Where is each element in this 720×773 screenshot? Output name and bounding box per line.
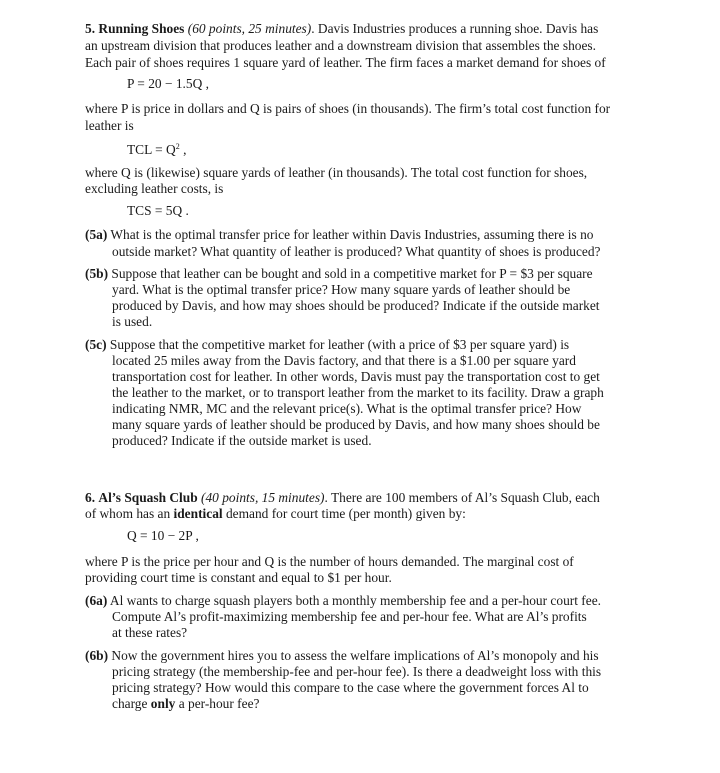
q6b-line-3: pricing strategy? How would this compare to the case where the government forces Al to bbox=[112, 680, 589, 695]
q6-intro-2a: of whom has an bbox=[85, 506, 174, 521]
q6a-label: (6a) bbox=[85, 593, 108, 608]
q5b-text-1: Suppose that leather can be bought and sold in a competitive market for P = $3 per square bbox=[108, 266, 593, 281]
q6-intro-2c: demand for court time (per month) given by: bbox=[222, 506, 466, 521]
q6-meta: (40 points, 15 minutes) bbox=[201, 490, 325, 505]
q5a-line-1 bbox=[85, 227, 593, 243]
q5c-text-1: Suppose that the competitive market for leather (with a price of $3 per square yard) is bbox=[106, 337, 570, 352]
q5b-line-1 bbox=[85, 266, 593, 282]
q5c-label: (5c) bbox=[85, 337, 107, 352]
q5-demand-equation: P = 20 − 1.5Q , bbox=[127, 76, 209, 91]
q5-intro-rest: . Davis Industries produces a running shoe. Davis has bbox=[311, 21, 599, 36]
q6b-line-2: pricing strategy (the membership-fee and per-hour fee). Is there a deadweight loss with this bbox=[112, 664, 602, 679]
q5-number: 5. bbox=[85, 21, 96, 36]
q6a-text-1: Al wants to charge squash players both a monthly membership fee and a per-hour court fee. bbox=[107, 593, 601, 608]
q5-tcl-tail: , bbox=[179, 142, 187, 157]
q6a-line-1 bbox=[85, 593, 601, 609]
q6b-line-4 bbox=[112, 696, 259, 712]
q6-intro-2b: identical bbox=[173, 506, 223, 521]
q6-intro-line-2 bbox=[85, 506, 466, 522]
q5-heading-line bbox=[85, 21, 598, 37]
q5c-line-1 bbox=[85, 337, 569, 353]
q5c-line-7: produced? Indicate if the outside market is used. bbox=[112, 433, 372, 448]
q5-para-3: where Q is (likewise) square yards of leather (in thousands). The total cost function for shoes, bbox=[85, 165, 588, 180]
q5a-text-1: What is the optimal transfer price for leather within Davis Industries, assuming there is no bbox=[107, 227, 594, 242]
q6b-text-4a: charge bbox=[112, 696, 151, 711]
q6a-line-2: Compute Al’s profit-maximizing membership fee and per-hour fee. What are Al’s profits bbox=[112, 609, 587, 624]
q5-tcl-exponent: 2 bbox=[175, 142, 180, 151]
q5-para-4: excluding leather costs, is bbox=[85, 181, 224, 196]
q5b-line-3: produced by Davis, and how may shoes should be produced? Indicate if the outside market bbox=[112, 298, 600, 313]
q5-tcs-equation: TCS = 5Q . bbox=[127, 203, 189, 218]
q5b-label: (5b) bbox=[85, 266, 109, 281]
q5-tcl-main: TCL = Q bbox=[127, 142, 176, 157]
q5b-line-4: is used. bbox=[112, 314, 153, 329]
q6-para-1: where P is the price per hour and Q is the number of hours demanded. The marginal cost of bbox=[85, 554, 574, 569]
q5c-line-4: the leather to the market, or to transport leather from the market to its facility. Draw a graph bbox=[112, 385, 604, 400]
q5a-label: (5a) bbox=[85, 227, 108, 242]
q6-para-2: providing court time is constant and equal to $1 per hour. bbox=[85, 570, 392, 585]
q5c-line-5: indicating NMR, MC and the relevant price(s). What is the optimal transfer price? How bbox=[112, 401, 582, 416]
q6b-label: (6b) bbox=[85, 648, 109, 663]
q5a-line-2: outside market? What quantity of leather is produced? What quantity of shoes is produced? bbox=[112, 244, 601, 259]
q5b-line-2: yard. What is the optimal transfer price? How many square yards of leather should be bbox=[112, 282, 571, 297]
q6-number: 6. bbox=[85, 490, 96, 505]
q6b-text-4c: a per-hour fee? bbox=[175, 696, 260, 711]
q5c-line-6: many square yards of leather should be produced by Davis, and how many shoes should be bbox=[112, 417, 600, 432]
q5-tcl-equation bbox=[127, 142, 186, 158]
q6b-line-1 bbox=[85, 648, 599, 664]
q5-meta: (60 points, 25 minutes) bbox=[187, 21, 312, 36]
q5-intro-line-3: Each pair of shoes requires 1 square yard of leather. The firm faces a market demand for shoes of bbox=[85, 55, 606, 70]
q6b-text-1: Now the government hires you to assess the welfare implications of Al’s monopoly and his bbox=[108, 648, 599, 663]
q6-demand-equation: Q = 10 − 2P , bbox=[127, 528, 199, 543]
q5-para-1: where P is price in dollars and Q is pairs of shoes (in thousands). The firm’s total cost function for bbox=[85, 101, 611, 116]
q5c-line-2: located 25 miles away from the Davis factory, and that there is a $1.00 per square yard bbox=[112, 353, 576, 368]
q5-title: Running Shoes bbox=[98, 21, 185, 36]
q5-intro-line-2: an upstream division that produces leather and a downstream division that assembles the shoes. bbox=[85, 38, 596, 53]
q5-para-2: leather is bbox=[85, 118, 134, 133]
q6-intro-rest: . There are 100 members of Al’s Squash Club, each bbox=[324, 490, 600, 505]
q6b-text-4b: only bbox=[150, 696, 176, 711]
q6-heading-line bbox=[85, 490, 600, 506]
q6a-line-3: at these rates? bbox=[112, 625, 188, 640]
q6-title: Al’s Squash Club bbox=[98, 490, 198, 505]
q5c-line-3: transportation cost for leather. In other words, Davis must pay the transportation cost to get bbox=[112, 369, 600, 384]
